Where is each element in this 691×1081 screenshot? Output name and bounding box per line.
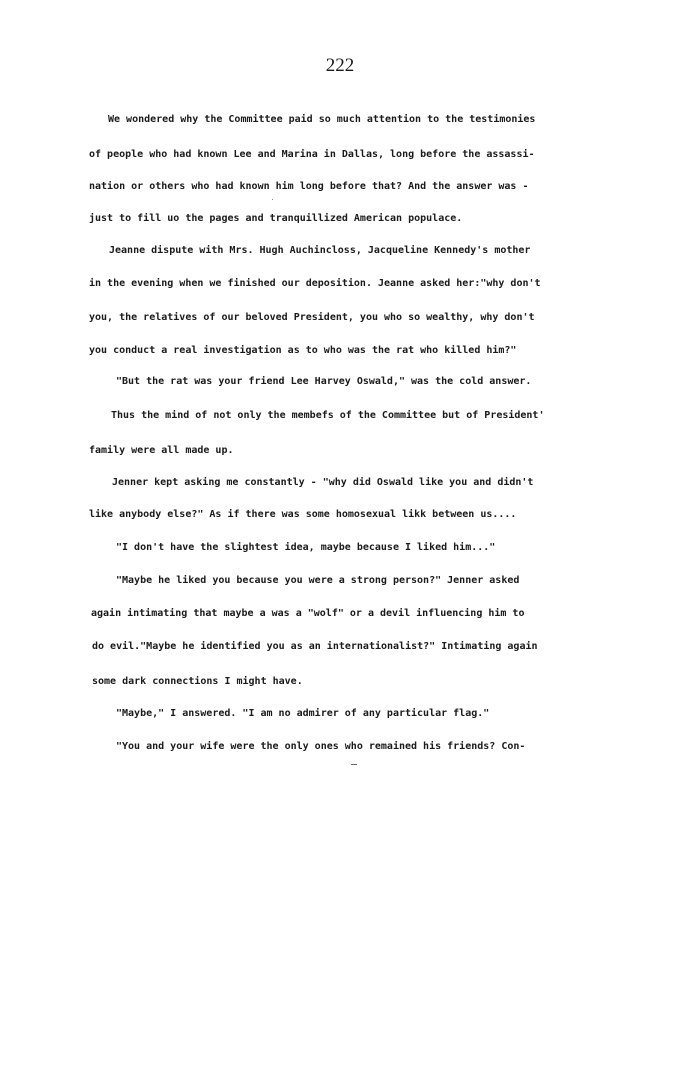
text-line: "But the rat was your friend Lee Harvey Oswald," was the cold answer. [116, 376, 532, 387]
text-line: "You and your wife were the only ones who remained his friends? Con- [116, 741, 526, 752]
text-line: We wondered why the Committee paid so much attention to the testimonies [108, 114, 536, 125]
text-line: "Maybe," I answered. "I am no admirer of any particular flag." [116, 708, 490, 719]
text-line: some dark connections I might have. [92, 676, 303, 687]
text-line: "Maybe he liked you because you were a strong person?" Jenner asked [116, 575, 520, 586]
scan-speck [272, 199, 273, 200]
text-line: just to fill uo the pages and tranquillized American populace. [89, 213, 463, 224]
text-line: in the evening when we finished our deposition. Jeanne asked her:"why don't [89, 278, 541, 289]
text-line: Jeanne dispute with Mrs. Hugh Auchincloss, Jacqueline Kennedy's mother [109, 245, 531, 256]
text-line: family were all made up. [89, 445, 234, 456]
text-line: you conduct a real investigation as to who was the rat who killed him?" [89, 345, 517, 356]
text-line: do evil."Maybe he identified you as an internationalist?" Intimating again [92, 641, 538, 652]
text-line: like anybody else?" As if there was some homosexual likk between us.... [89, 509, 517, 520]
text-line: again intimating that maybe a was a "wolf" or a devil influencing him to [91, 608, 525, 619]
text-line: of people who had known Lee and Marina in Dallas, long before the assassi- [89, 149, 535, 160]
text-line: "I don't have the slightest idea, maybe because I liked him..." [116, 542, 496, 553]
text-line: Thus the mind of not only the membefs of the Committee but of President' [111, 410, 545, 421]
scan-dash [351, 764, 357, 765]
text-line: Jenner kept asking me constantly - "why did Oswald like you and didn't [112, 477, 534, 488]
text-line: you, the relatives of our beloved President, you who so wealthy, why don't [89, 312, 535, 323]
text-line: nation or others who had known him long before that? And the answer was - [89, 181, 529, 192]
page-number: 222 [325, 55, 355, 76]
